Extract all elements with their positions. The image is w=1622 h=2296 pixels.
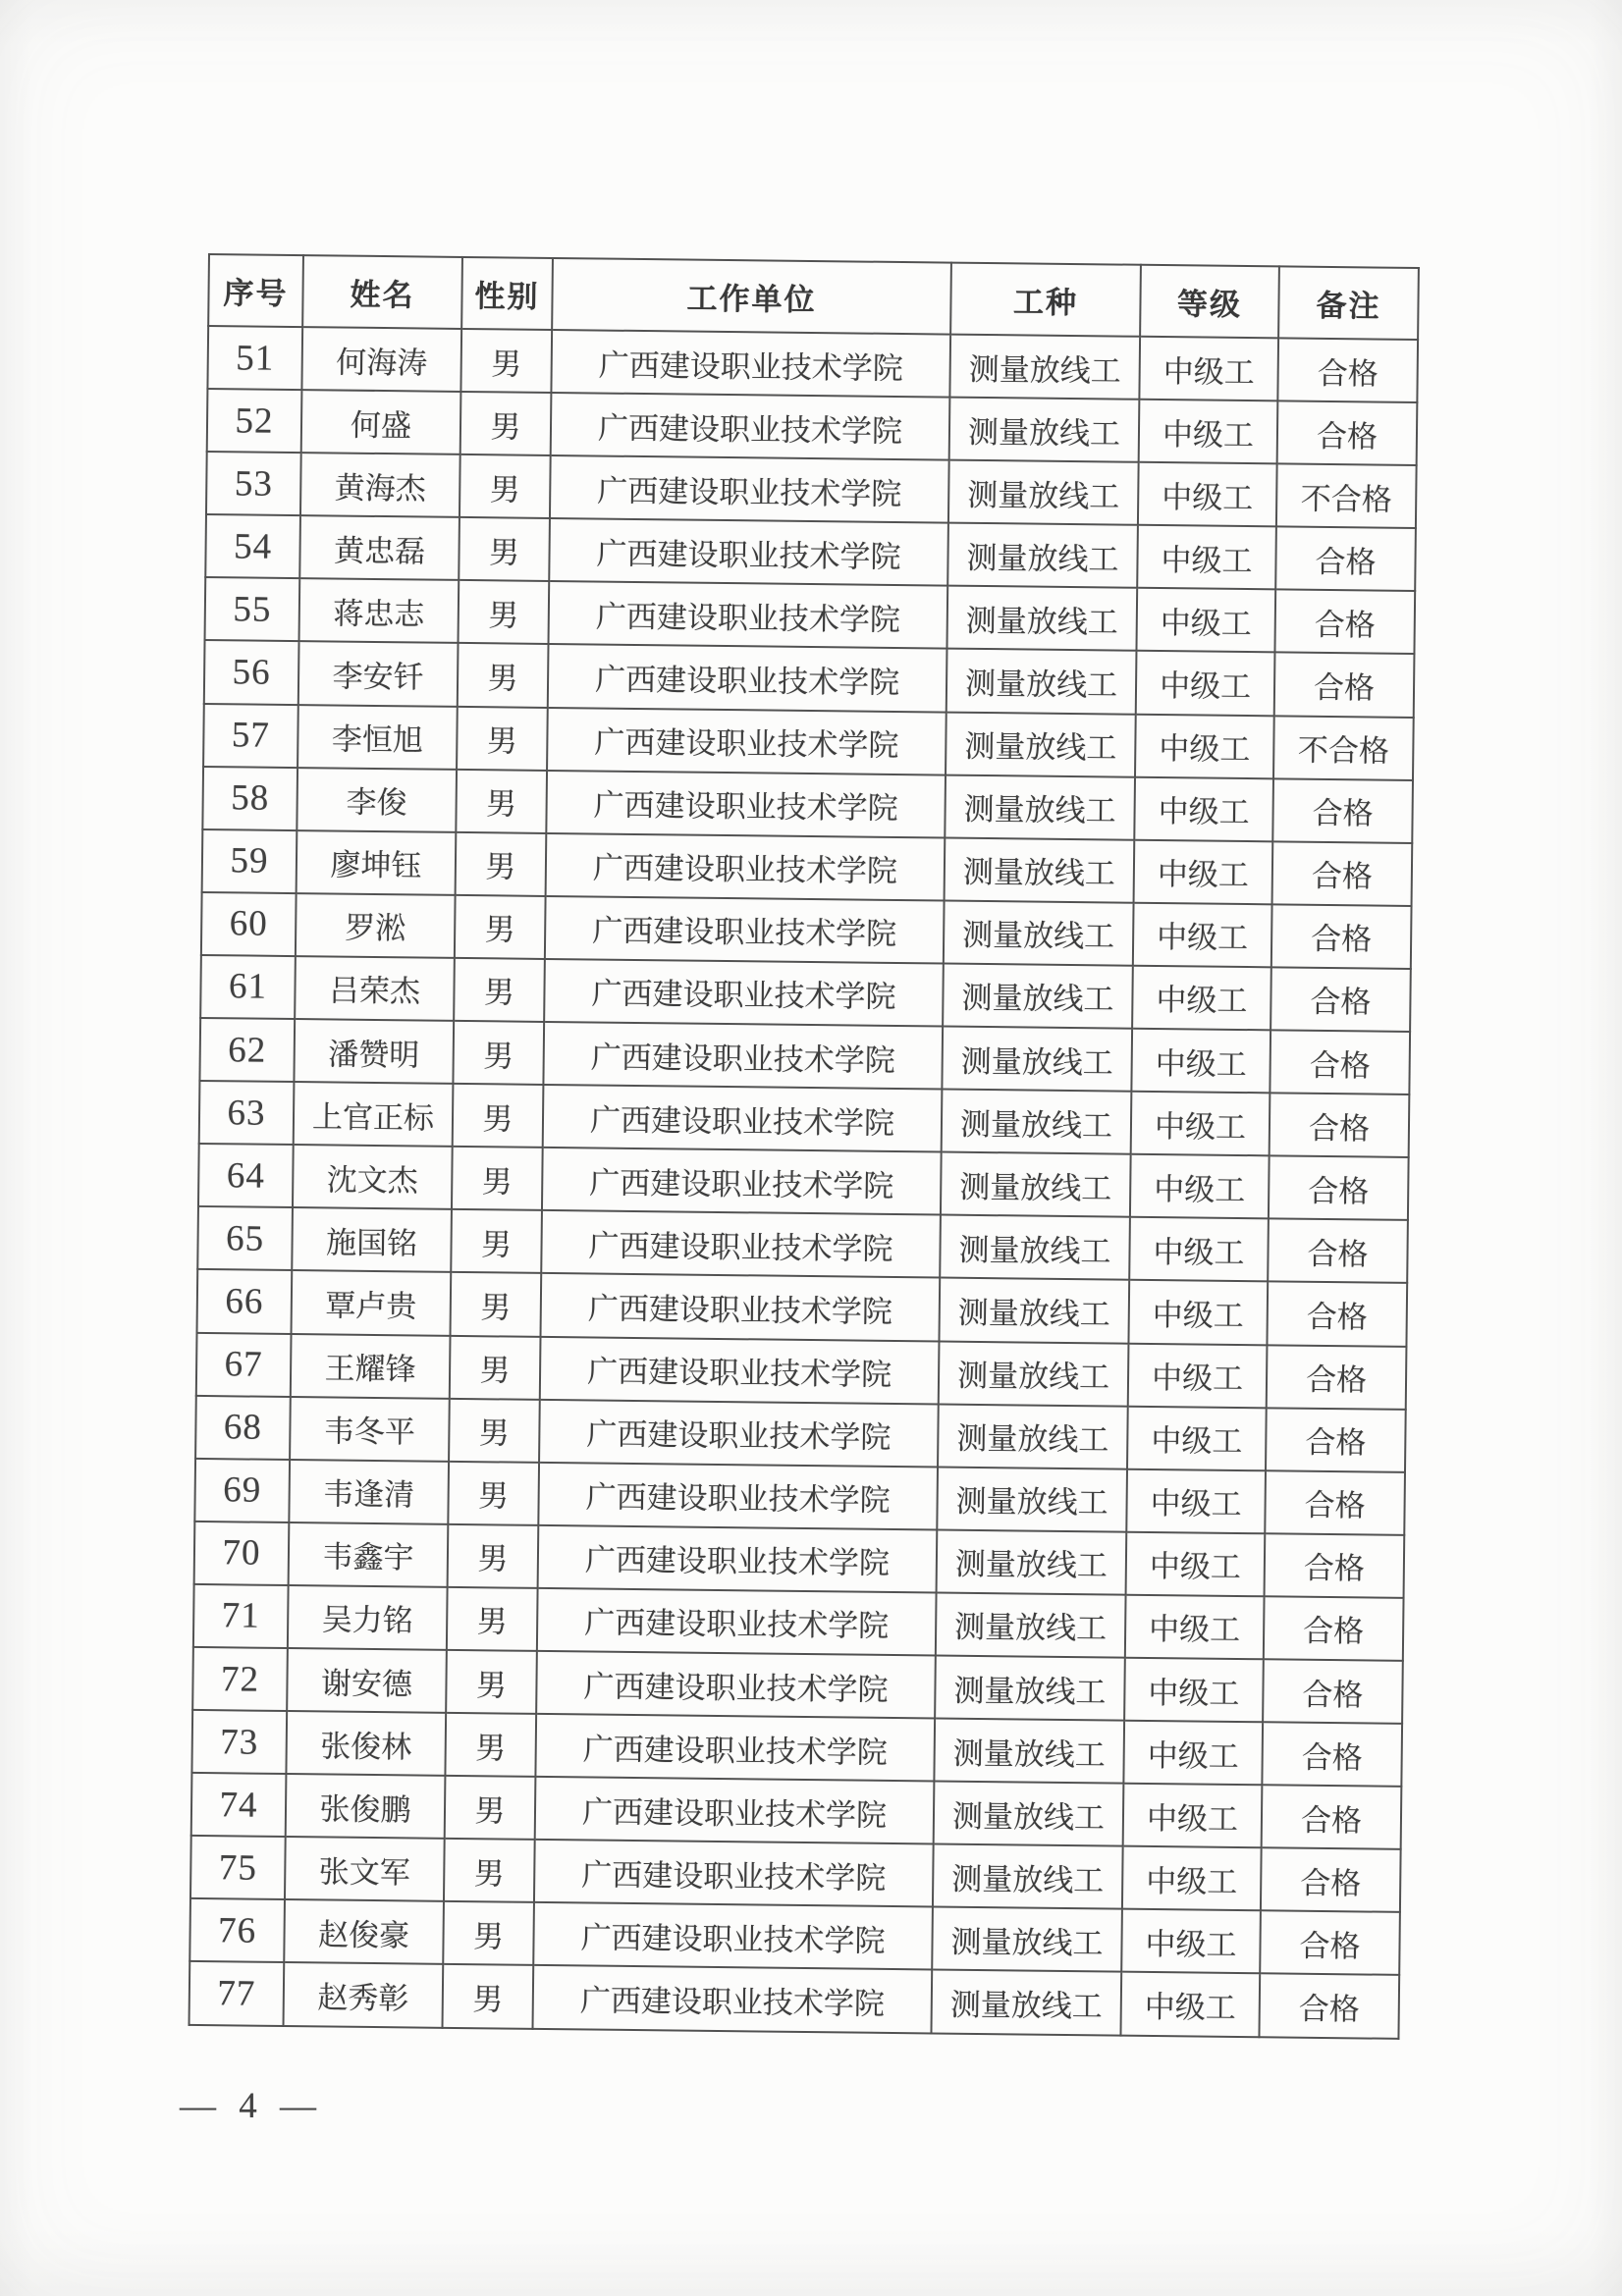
cell-name: 张俊林 (286, 1711, 446, 1776)
cell-remark: 合格 (1261, 1848, 1401, 1913)
cell-remark: 合格 (1265, 1533, 1405, 1598)
cell-gender: 男 (450, 1335, 541, 1399)
cell-level: 中级工 (1134, 839, 1273, 904)
cell-no: 62 (199, 1018, 295, 1082)
cell-trade: 测量放线工 (948, 460, 1139, 525)
cell-level: 中级工 (1136, 651, 1275, 716)
cell-unit: 广西建设职业技术学院 (538, 1463, 938, 1530)
cell-remark: 合格 (1275, 527, 1416, 592)
cell-trade: 测量放线工 (934, 1782, 1124, 1846)
column-header-trade: 工种 (950, 263, 1141, 337)
cell-no: 64 (198, 1144, 294, 1207)
cell-remark: 合格 (1265, 1470, 1405, 1535)
cell-no: 54 (205, 514, 300, 578)
cell-gender: 男 (460, 392, 552, 455)
cell-name: 何海涛 (301, 327, 461, 392)
cell-trade: 测量放线工 (939, 1278, 1129, 1343)
cell-name: 王耀锋 (291, 1334, 451, 1399)
cell-no: 65 (197, 1206, 293, 1270)
cell-name: 罗淞 (296, 893, 456, 958)
cell-remark: 合格 (1271, 904, 1412, 969)
cell-no: 73 (191, 1710, 287, 1774)
cell-gender: 男 (448, 1462, 539, 1525)
cell-unit: 广西建设职业技术学院 (535, 1714, 935, 1782)
table-body (189, 326, 1419, 2038)
cell-remark: 合格 (1272, 778, 1413, 843)
cell-remark: 合格 (1268, 1219, 1408, 1284)
cell-gender: 男 (445, 1776, 536, 1840)
cell-gender: 男 (443, 1901, 534, 1965)
cell-no: 56 (204, 640, 299, 704)
cell-name: 施国铭 (292, 1207, 452, 1272)
cell-gender: 男 (456, 770, 547, 833)
table-header-row (208, 254, 1419, 340)
cell-trade: 测量放线工 (945, 774, 1135, 839)
cell-no: 53 (206, 452, 301, 515)
cell-no: 76 (189, 1898, 285, 1962)
cell-level: 中级工 (1139, 337, 1278, 401)
certification-results-table (189, 253, 1420, 2039)
cell-gender: 男 (451, 1209, 542, 1273)
cell-no: 68 (195, 1396, 291, 1460)
cell-remark: 合格 (1262, 1722, 1402, 1787)
cell-remark: 不合格 (1276, 464, 1417, 529)
cell-gender: 男 (453, 1084, 544, 1148)
cell-gender: 男 (457, 706, 548, 770)
cell-name: 蒋忠志 (299, 578, 460, 643)
cell-unit: 广西建设职业技术学院 (537, 1588, 937, 1656)
cell-name: 李安钎 (298, 642, 459, 707)
cell-gender: 男 (443, 1964, 534, 2028)
cell-level: 中级工 (1123, 1784, 1263, 1848)
cell-trade: 测量放线工 (935, 1655, 1125, 1720)
cell-trade: 测量放线工 (936, 1592, 1126, 1657)
column-header-no: 序号 (208, 254, 303, 327)
cell-gender: 男 (456, 832, 547, 896)
cell-unit: 广西建设职业技术学院 (540, 1336, 940, 1404)
cell-name: 黄忠磊 (299, 515, 460, 580)
cell-level: 中级工 (1128, 1280, 1268, 1345)
cell-trade: 测量放线工 (933, 1844, 1123, 1909)
cell-remark: 合格 (1277, 338, 1418, 402)
cell-unit: 广西建设职业技术学院 (539, 1400, 939, 1468)
cell-trade: 测量放线工 (941, 1152, 1131, 1217)
results-table-wrap (189, 253, 1420, 2039)
cell-level: 中级工 (1135, 714, 1274, 778)
cell-gender: 男 (446, 1650, 537, 1714)
cell-remark: 合格 (1259, 1974, 1399, 2039)
column-header-remark: 备注 (1278, 266, 1419, 340)
cell-remark: 合格 (1277, 400, 1418, 465)
cell-trade: 测量放线工 (944, 900, 1134, 965)
cell-gender: 男 (448, 1524, 539, 1588)
cell-trade: 测量放线工 (932, 1907, 1122, 1972)
cell-no: 70 (194, 1522, 290, 1585)
cell-name: 韦冬平 (290, 1397, 450, 1462)
cell-level: 中级工 (1131, 1029, 1271, 1094)
cell-trade: 测量放线工 (937, 1467, 1127, 1531)
cell-gender: 男 (454, 958, 545, 1022)
cell-level: 中级工 (1129, 1217, 1269, 1282)
cell-remark: 合格 (1271, 967, 1411, 1032)
cell-trade: 测量放线工 (940, 1215, 1130, 1280)
cell-gender: 男 (458, 643, 549, 707)
cell-level: 中级工 (1120, 1972, 1260, 2037)
cell-unit: 广西建设职业技术学院 (546, 771, 946, 838)
cell-level: 中级工 (1137, 525, 1276, 590)
cell-trade: 测量放线工 (942, 1090, 1132, 1154)
cell-unit: 广西建设职业技术学院 (535, 1777, 935, 1844)
cell-no: 57 (203, 704, 298, 768)
cell-remark: 合格 (1270, 1093, 1410, 1157)
cell-name: 沈文杰 (293, 1145, 453, 1209)
cell-name: 廖坤钰 (297, 830, 457, 895)
cell-remark: 不合格 (1273, 716, 1414, 780)
cell-remark: 合格 (1269, 1156, 1409, 1221)
cell-no: 71 (193, 1584, 289, 1648)
cell-name: 黄海杰 (300, 453, 460, 517)
cell-name: 潘赞明 (294, 1019, 454, 1084)
cell-name: 吕荣杰 (295, 956, 455, 1021)
cell-level: 中级工 (1123, 1721, 1263, 1786)
cell-trade: 测量放线工 (931, 1970, 1121, 2035)
cell-no: 67 (196, 1332, 292, 1396)
cell-remark: 合格 (1274, 653, 1415, 718)
cell-trade: 测量放线工 (938, 1404, 1128, 1468)
cell-unit: 广西建设职业技术学院 (536, 1651, 936, 1719)
cell-no: 55 (205, 577, 300, 641)
cell-unit: 广西建设职业技术学院 (549, 581, 948, 649)
cell-unit: 广西建设职业技术学院 (549, 518, 948, 586)
cell-unit: 广西建设职业技术学院 (543, 1085, 943, 1152)
cell-remark: 合格 (1270, 1030, 1410, 1095)
cell-gender: 男 (453, 1021, 544, 1085)
cell-name: 李恒旭 (297, 705, 458, 770)
cell-gender: 男 (452, 1147, 543, 1210)
cell-trade: 测量放线工 (949, 335, 1140, 400)
cell-trade: 测量放线工 (934, 1719, 1124, 1784)
cell-level: 中级工 (1130, 1154, 1270, 1219)
page-number: — 4 — (180, 2086, 323, 2126)
cell-gender: 男 (459, 517, 550, 581)
cell-level: 中级工 (1126, 1468, 1266, 1533)
cell-remark: 合格 (1260, 1911, 1400, 1976)
cell-level: 中级工 (1126, 1531, 1266, 1596)
cell-gender: 男 (445, 1713, 536, 1777)
cell-unit: 广西建设职业技术学院 (542, 1148, 942, 1215)
cell-no: 58 (202, 767, 297, 830)
cell-gender: 男 (449, 1398, 540, 1462)
cell-unit: 广西建设职业技术学院 (548, 644, 947, 712)
cell-unit: 广西建设职业技术学院 (551, 393, 950, 460)
cell-no: 59 (202, 829, 297, 893)
cell-unit: 广西建设职业技术学院 (551, 330, 950, 398)
cell-level: 中级工 (1121, 1909, 1261, 1974)
cell-gender: 男 (460, 454, 551, 518)
cell-remark: 合格 (1267, 1282, 1407, 1347)
cell-remark: 合格 (1262, 1785, 1402, 1849)
cell-unit: 广西建设职业技术学院 (544, 959, 944, 1027)
cell-trade: 测量放线工 (937, 1529, 1127, 1594)
cell-unit: 广西建设职业技术学院 (541, 1273, 941, 1341)
column-header-name: 姓名 (302, 255, 462, 329)
cell-level: 中级工 (1127, 1406, 1267, 1470)
cell-trade: 测量放线工 (943, 963, 1133, 1028)
cell-no: 66 (197, 1269, 293, 1333)
cell-gender: 男 (447, 1587, 538, 1651)
cell-remark: 合格 (1272, 841, 1413, 906)
cell-name: 何盛 (301, 390, 461, 454)
cell-unit: 广西建设职业技术学院 (543, 1022, 943, 1090)
cell-level: 中级工 (1139, 400, 1278, 464)
cell-remark: 合格 (1274, 590, 1415, 655)
cell-unit: 广西建设职业技术学院 (534, 1840, 934, 1907)
cell-unit: 广西建设职业技术学院 (538, 1525, 938, 1593)
cell-no: 75 (190, 1836, 286, 1899)
cell-trade: 测量放线工 (946, 712, 1136, 776)
cell-level: 中级工 (1136, 588, 1275, 653)
cell-name: 上官正标 (294, 1082, 454, 1147)
cell-no: 60 (201, 892, 297, 956)
cell-name: 赵俊豪 (284, 1899, 444, 1964)
cell-level: 中级工 (1124, 1658, 1264, 1723)
cell-level: 中级工 (1122, 1846, 1262, 1911)
column-header-unit: 工作单位 (552, 258, 951, 335)
cell-level: 中级工 (1134, 776, 1273, 841)
cell-remark: 合格 (1267, 1345, 1407, 1410)
cell-trade: 测量放线工 (946, 649, 1137, 714)
cell-name: 张俊鹏 (286, 1774, 446, 1839)
cell-level: 中级工 (1138, 462, 1277, 527)
cell-level: 中级工 (1125, 1595, 1265, 1660)
cell-unit: 广西建设职业技术学院 (541, 1210, 941, 1278)
cell-name: 韦鑫宇 (289, 1522, 449, 1587)
cell-no: 63 (199, 1081, 295, 1145)
table-row (189, 1961, 1400, 2038)
cell-name: 覃卢贵 (292, 1270, 452, 1335)
cell-remark: 合格 (1263, 1659, 1403, 1724)
cell-unit: 广西建设职业技术学院 (533, 1965, 933, 2033)
cell-remark: 合格 (1264, 1596, 1404, 1661)
cell-level: 中级工 (1133, 903, 1272, 968)
cell-no: 52 (207, 389, 302, 453)
cell-unit: 广西建设职业技术学院 (547, 708, 946, 775)
cell-gender: 男 (451, 1272, 542, 1336)
cell-no: 69 (194, 1459, 290, 1522)
cell-gender: 男 (444, 1839, 535, 1902)
cell-no: 72 (192, 1647, 288, 1711)
cell-no: 51 (207, 326, 302, 390)
cell-level: 中级工 (1128, 1343, 1268, 1408)
cell-name: 李俊 (297, 768, 457, 832)
cell-remark: 合格 (1266, 1408, 1406, 1472)
cell-unit: 广西建设职业技术学院 (546, 833, 946, 901)
cell-trade: 测量放线工 (947, 523, 1138, 588)
cell-no: 61 (200, 955, 296, 1019)
cell-gender: 男 (459, 580, 550, 644)
cell-trade: 测量放线工 (939, 1341, 1129, 1406)
column-header-gender: 性别 (461, 257, 553, 330)
cell-gender: 男 (460, 329, 552, 393)
cell-name: 张文军 (285, 1837, 445, 1901)
cell-trade: 测量放线工 (946, 586, 1137, 651)
cell-name: 吴力铭 (288, 1585, 448, 1650)
cell-unit: 广西建设职业技术学院 (545, 896, 945, 964)
cell-trade: 测量放线工 (949, 398, 1140, 462)
cell-trade: 测量放线工 (945, 837, 1135, 902)
column-header-level: 等级 (1140, 265, 1279, 339)
cell-gender: 男 (455, 895, 546, 959)
cell-no: 74 (191, 1773, 287, 1837)
cell-name: 韦逢清 (289, 1460, 449, 1524)
cell-name: 谢安德 (287, 1648, 447, 1713)
cell-unit: 广西建设职业技术学院 (550, 455, 949, 523)
cell-no: 77 (189, 1961, 285, 2025)
cell-level: 中级工 (1132, 966, 1271, 1031)
cell-trade: 测量放线工 (942, 1027, 1132, 1092)
cell-level: 中级工 (1131, 1092, 1271, 1156)
cell-unit: 广西建设职业技术学院 (533, 1902, 933, 1970)
cell-name: 赵秀彰 (284, 1962, 444, 2027)
